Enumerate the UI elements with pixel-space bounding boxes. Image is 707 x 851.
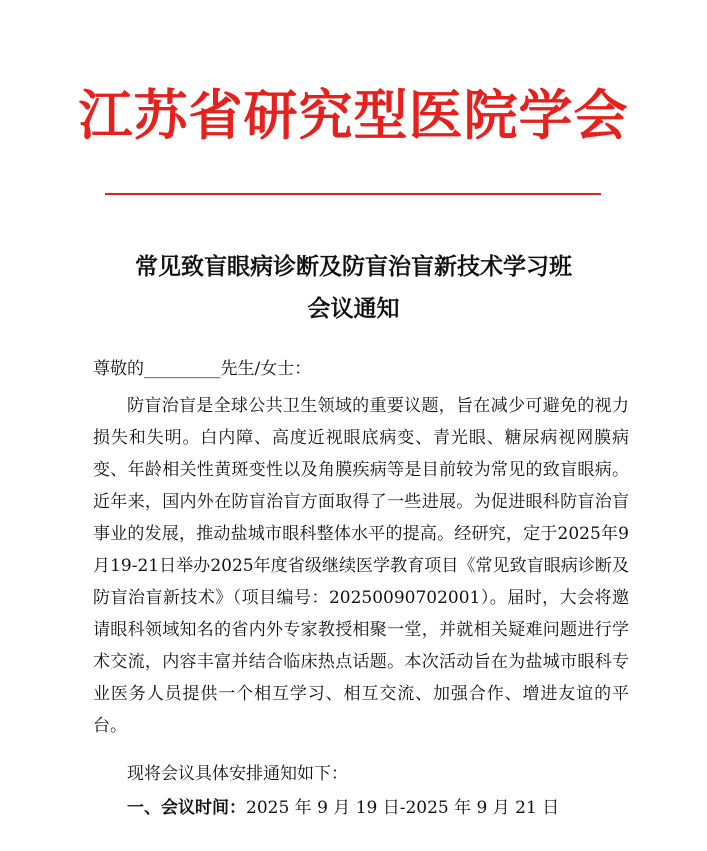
- body-paragraph-1: 防盲治盲是全球公共卫生领域的重要议题，旨在减少可避免的视力损失和失明。白内障、高度近视眼底病变、青光眼、糖尿病视网膜病变、年龄相关性黄斑变性以及角膜疾病等是目前较为常见的致盲眼病。近年来，国内外在防盲治盲方面取得了一些进展。为促进眼科防盲治盲事业的发展，推动盐城市眼科整体水平的提高。经研究，定于2025年9月19-21日举办2025年度省级继续医学教育项目《常见致盲眼病诊断及防盲治盲新技术》（项目编号：20250090702001）。届时，大会将邀请眼科领域知名的省内外专家教授相聚一堂，并就相关疑难问题进行学术交流，内容丰富并结合临床热点话题。本次活动旨在为盐城市眼科专业医务人员提供一个相互学习、相互交流、加强合作、增进友谊的平台。: [93, 396, 629, 736]
- red-divider-rect: [105, 193, 601, 195]
- salutation: 尊敬的_________先生/女士：: [93, 359, 312, 379]
- document-title-line2: 会议通知: [307, 295, 400, 322]
- organization-title: 江苏省研究型医院学会: [78, 83, 629, 147]
- document-title-line1: 常见致盲眼病诊断及防盲治盲新技术学习班: [135, 253, 572, 280]
- section-meeting-time-value: 2025 年 9 月 19 日-2025 年 9 月 21 日: [246, 798, 560, 818]
- body-paragraph-2: 现将会议具体安排通知如下：: [127, 764, 348, 784]
- section-meeting-time: [93, 792, 653, 824]
- red-divider-line: [105, 193, 601, 195]
- section-meeting-time-label: 一、会议时间：: [127, 798, 246, 818]
